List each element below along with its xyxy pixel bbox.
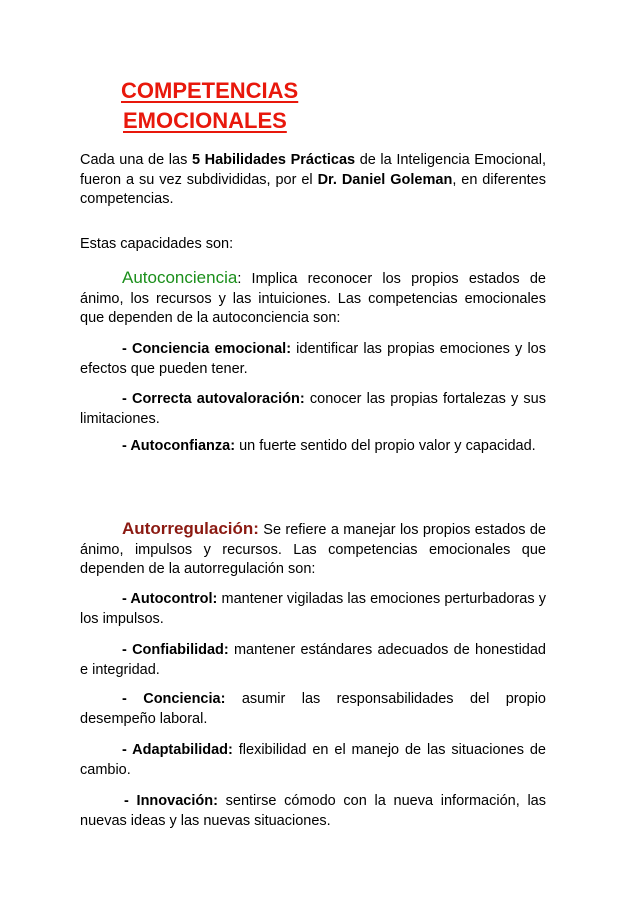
title-line-2: EMOCIONALES [123,108,287,133]
autoconciencia-item-2 [80,390,546,429]
item-label: - Autocontrol: [122,591,218,607]
item-text: conocer las propias fortalezas y sus limitaciones. [80,391,546,427]
intro-text-2: de la Inteligencia Emocional, fueron a su vez subdivididas, por el [80,152,547,188]
intro-paragraph [80,151,546,210]
autoconciencia-item-3 [80,437,546,457]
page-title [121,76,298,136]
item-label: - Autoconfianza: [122,438,236,454]
intro-bold-2: Dr. Daniel Goleman [317,171,453,188]
autorregulacion-heading: Autorregulación: [122,519,259,538]
autorregulacion-paragraph [80,519,546,580]
item-label: - Adaptabilidad: [122,742,233,758]
item-text: identificar las propias emociones y los efectos que pueden tener. [80,341,546,377]
autorregulacion-item-3 [80,690,546,729]
autorregulacion-item-2 [80,641,546,680]
autorregulacion-item-4 [80,741,546,780]
item-label: - Confiabilidad: [122,642,229,658]
autoconciencia-paragraph [80,268,546,329]
autorregulacion-text: Se refiere a manejar los propios estados de ánimo, impulsos y recursos. Las competencias emocionales que dependen de la autorregulación son: [80,522,546,577]
item-label: - Conciencia: [122,691,226,707]
item-label: - Correcta autovaloración: [122,391,305,407]
intro-text-3: , en diferentes competencias. [80,171,546,207]
item-text: un fuerte sentido del propio valor y capacidad. [235,438,536,454]
title-line-1: COMPETENCIAS [121,78,299,103]
autoconciencia-item-1 [80,340,546,379]
autoconciencia-text: : Implica reconocer los propios estados de ánimo, los recursos y las intuiciones. Las competencias emocionales que dependen de la autoconciencia son: [80,271,546,326]
item-text: sentirse cómodo con la nueva información, las nuevas ideas y las nuevas situaciones. [80,793,546,829]
autorregulacion-item-1 [80,590,546,629]
intro-bold-1: 5 Habilidades Prácticas [191,152,356,168]
autorregulacion-item-5 [80,792,546,831]
intro-text-1: Cada una de las [80,152,192,168]
item-label: - Conciencia emocional: [122,341,292,357]
item-text: mantener estándares adecuados de honestidad e integridad. [80,642,546,678]
autoconciencia-heading: Autoconciencia [122,268,238,287]
item-label: - Innovación: [124,793,218,809]
capacidades-line: Estas capacidades son: [80,236,234,252]
item-text: mantener vigiladas las emociones perturbadoras y los impulsos. [80,591,546,627]
item-text: flexibilidad en el manejo de las situaciones de cambio. [80,742,546,778]
item-text: asumir las responsabilidades del propio desempeño laboral. [80,691,546,727]
